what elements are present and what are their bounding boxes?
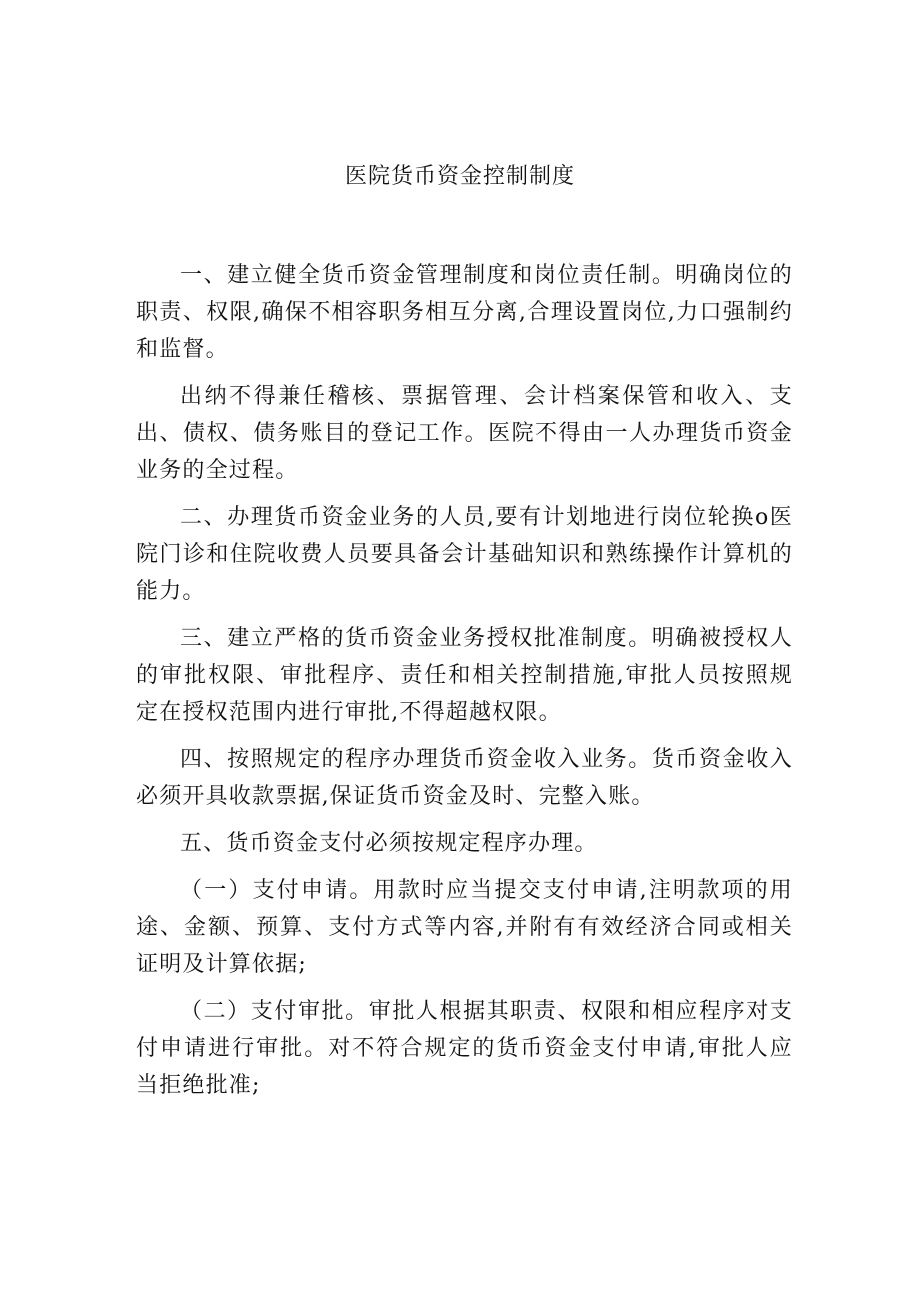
paragraph-7: （一）支付申请。用款时应当提交支付申请,注明款项的用途、金额、预算、支付方式等内容,并附有有效经济合同或相关证明及计算依据; [136, 878, 793, 977]
document-title: 医院货币资金控制制度 [344, 164, 575, 189]
paragraph-1: 一、建立健全货币资金管理制度和岗位责任制。明确岗位的职责、权限,确保不相容职务相互分离,合理设置岗位,力口强制约和监督。 [136, 263, 793, 362]
paragraph-5: 四、按照规定的程序办理货币资金收入业务。货币资金收入必须开具收款票据,保证货币资金及时、完整入账。 [136, 747, 793, 809]
paragraph-4: 三、建立严格的货币资金业务授权批准制度。明确被授权人的审批权限、审批程序、责任和相关控制措施,审批人员按照规定在授权范围内进行审批,不得超越权限。 [136, 626, 793, 725]
paragraph-2: 出纳不得兼任稽核、票据管理、会计档案保管和收入、支出、债权、债务账目的登记工作。医院不得由一人办理货币资金业务的全过程。 [136, 384, 793, 483]
paragraph-6: 五、货币资金支付必须按规定程序办理。 [180, 831, 598, 856]
document-body [136, 257, 793, 1114]
paragraph-8: （二）支付审批。审批人根据其职责、权限和相应程序对支付申请进行审批。对不符合规定的货币资金支付申请,审批人应当拒绝批准; [136, 999, 793, 1098]
paragraph-3: 二、办理货币资金业务的人员,要有计划地进行岗位轮换o医院门诊和住院收费人员要具备会计基础知识和熟练操作计算机的能力。 [136, 505, 793, 604]
